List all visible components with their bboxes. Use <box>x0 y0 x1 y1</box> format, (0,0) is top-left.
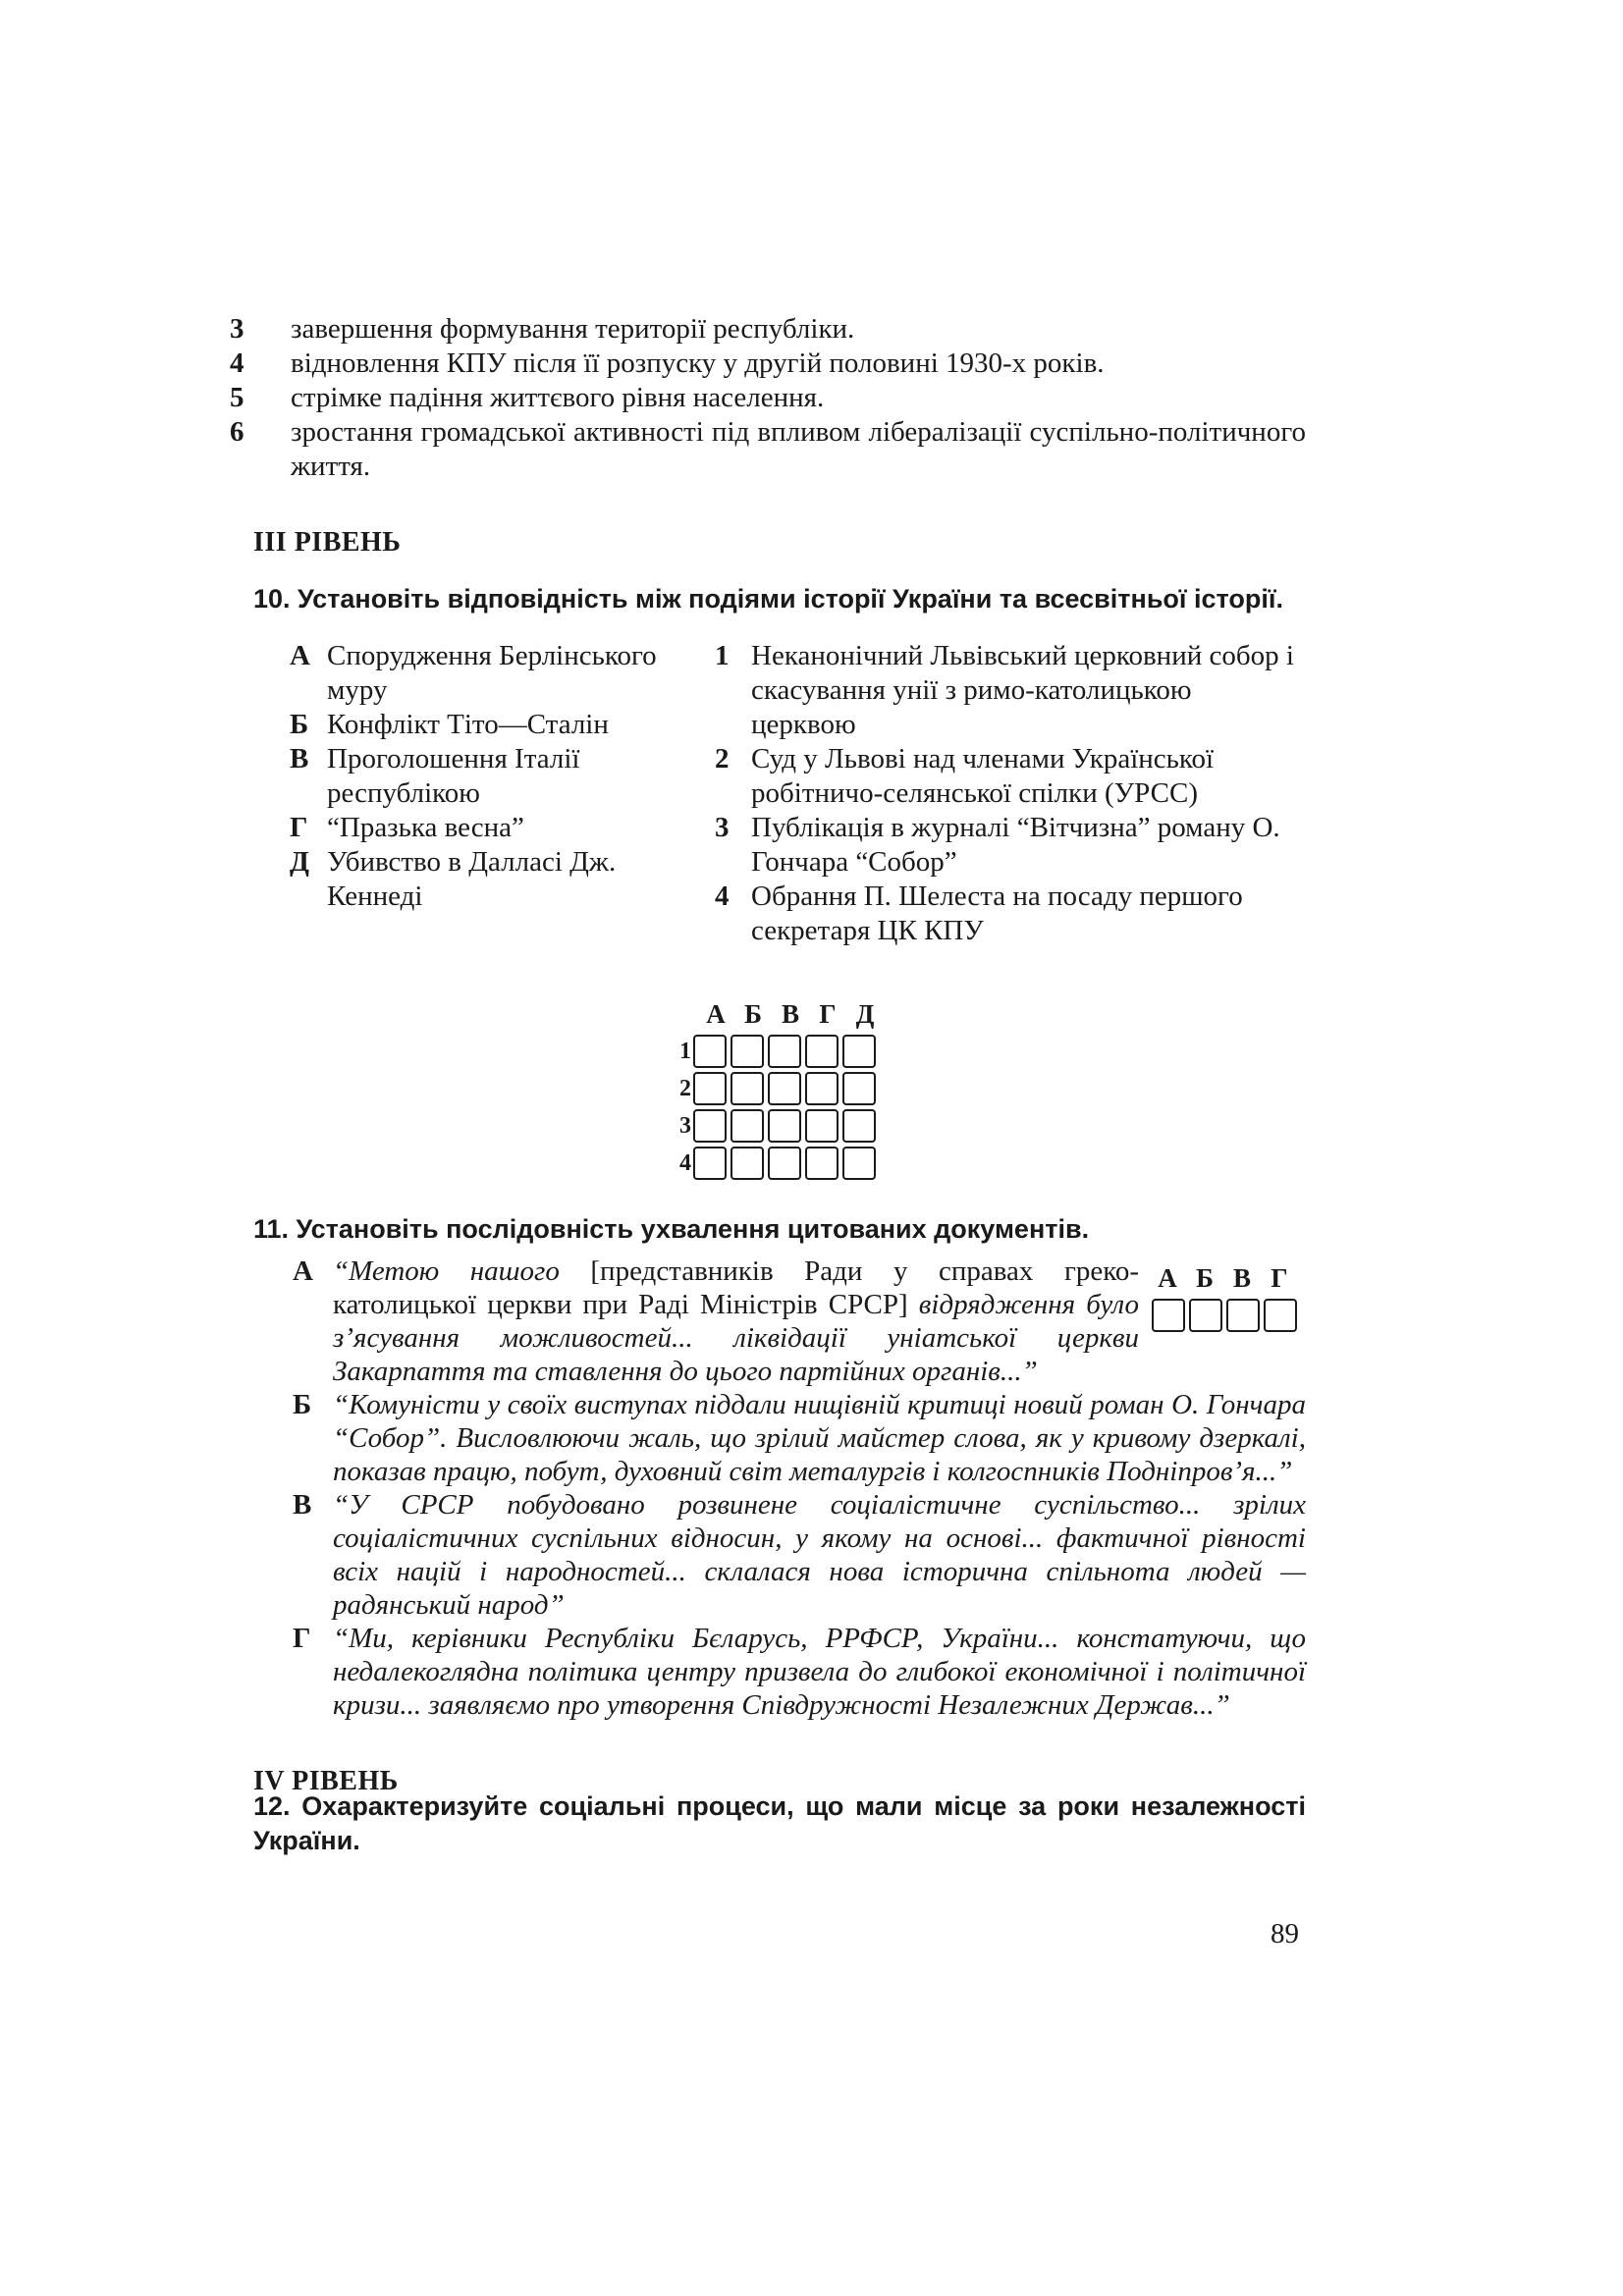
list-item <box>230 347 1306 381</box>
event-item <box>715 880 1294 948</box>
item-label: 3 <box>715 812 730 843</box>
item-number: 5 <box>230 382 244 413</box>
item-text: “Празька весна” <box>327 812 524 843</box>
grid-column-label: Г <box>819 999 837 1029</box>
item-text: Спорудження Берлінського муру <box>327 640 657 706</box>
grid-column-label: Г <box>1271 1263 1288 1293</box>
grid-column-label: Д <box>855 999 875 1029</box>
item-text: Неканонічний Львівський церковний собор і скасування унії з римо-католицькою церквою <box>751 640 1294 740</box>
grid-row-label: 2 <box>679 1076 691 1101</box>
item-number: 4 <box>230 347 244 379</box>
answer-cell[interactable] <box>693 1109 727 1143</box>
quote-text: “Комуністи у своїх виступах піддали нищівній критиці новий роман О. Гончара “Собор”. Висловлюючи жаль, що зрілий майстер слова, як у кривому дзеркалі, показав працю, побут, духовний світ металургів і колгоспників Подніпров’я...” <box>333 1389 1306 1487</box>
item-label: 4 <box>715 881 730 912</box>
answer-cell[interactable] <box>730 1035 764 1068</box>
question-12 <box>253 1767 1306 1858</box>
grid-column-label: А <box>706 999 726 1029</box>
grid-column-label: А <box>1158 1263 1177 1293</box>
question-10-columns <box>253 639 1306 946</box>
answer-cell[interactable] <box>1226 1299 1260 1332</box>
quote-item <box>253 1622 1306 1722</box>
page-number: 89 <box>1271 1918 1299 1949</box>
item-text: Обрання П. Шелеста на посаду першого секретаря ЦК КПУ <box>751 881 1243 946</box>
event-item <box>715 811 1294 880</box>
item-label: Б <box>290 709 309 740</box>
list-item <box>230 312 1306 347</box>
answer-cell[interactable] <box>842 1072 876 1105</box>
answer-cell[interactable] <box>768 1035 801 1068</box>
grid-column-label: В <box>781 999 799 1029</box>
event-item <box>715 639 1294 742</box>
grid-row-label: 4 <box>679 1150 691 1176</box>
item-label: Г <box>293 1623 311 1654</box>
item-label: В <box>290 743 309 774</box>
item-text: Убивство в Далласі Дж. Кеннеді <box>327 846 617 912</box>
item-text: Публікація в журналі “Вітчизна” роману О. Гончара “Собор” <box>751 812 1280 878</box>
level-3-heading: ІІІ РІВЕНЬ <box>253 527 402 558</box>
question-11 <box>253 1212 1306 1798</box>
item-text: Проголошення Італії республікою <box>327 743 580 809</box>
answer-cell[interactable] <box>805 1147 839 1180</box>
answer-cell[interactable] <box>805 1072 839 1105</box>
answer-cell[interactable] <box>768 1147 801 1180</box>
quote-item <box>253 1488 1306 1622</box>
item-label: В <box>293 1489 312 1521</box>
answer-cell[interactable] <box>805 1109 839 1143</box>
item-number: 3 <box>230 313 244 345</box>
quote-text: [представників Ради у справах греко-католицької церкви при Раді Міністрів СРСР] <box>333 1255 1139 1320</box>
grid-column-label: В <box>1232 1263 1251 1293</box>
item-text: відновлення КПУ після її розпуску у другій половині 1930-х років. <box>291 347 1105 379</box>
event-item <box>290 811 682 845</box>
question-10-title: 10. Установіть відповідність між подіями історії України та всесвітньої історії. <box>253 584 1283 614</box>
event-item <box>290 639 682 708</box>
quote-text: “Метою нашого <box>333 1255 560 1287</box>
page-body <box>230 312 1306 946</box>
answer-cell[interactable] <box>730 1072 764 1105</box>
item-text: стрімке падіння життєвого рівня населення. <box>291 382 825 413</box>
answer-cell[interactable] <box>693 1147 727 1180</box>
grid-row-label: 1 <box>679 1039 691 1064</box>
event-item <box>290 742 682 811</box>
item-label: Д <box>290 846 309 878</box>
answer-cell[interactable] <box>842 1109 876 1143</box>
grid-column-label: Б <box>744 999 762 1029</box>
item-label: 2 <box>715 743 730 774</box>
answer-cell[interactable] <box>693 1035 727 1068</box>
question-11-items <box>253 1255 1306 1722</box>
intro-list <box>230 312 1306 484</box>
answer-cell[interactable] <box>730 1147 764 1180</box>
question-12-title: 12. Охарактеризуйте соціальні процеси, що мали місце за роки незалежності України. <box>253 1791 1306 1855</box>
item-label: 1 <box>715 640 730 671</box>
answer-cell[interactable] <box>693 1072 727 1105</box>
item-label: А <box>290 640 310 671</box>
item-label: Г <box>290 812 308 843</box>
quote-text: “Ми, керівники Республіки Бєларусь, РРФСР, України... констатуючи, що недалекоглядна політика центру призвела до глибокої економічної і політичної кризи... заявляємо про утворення Співдружності Незалежних Держав...” <box>333 1623 1306 1721</box>
answer-cell[interactable] <box>842 1035 876 1068</box>
event-item <box>290 708 682 742</box>
grid-row-label: 3 <box>679 1113 691 1139</box>
item-text: Конфлікт Тіто—Сталін <box>327 709 609 740</box>
question-11-title: 11. Установіть послідовність ухвалення цитованих документів. <box>253 1214 1090 1244</box>
event-item <box>715 742 1294 811</box>
quote-text: відрядження було з’ясування можливостей... ліквідації уніатської церкви Закарпаття та ставлення до цього партійних органів...” <box>333 1289 1139 1387</box>
answer-cell[interactable] <box>1264 1299 1297 1332</box>
event-item <box>290 845 682 914</box>
item-text: завершення формування території республіки. <box>291 313 855 345</box>
item-label: А <box>293 1255 313 1287</box>
grid-column-label: Б <box>1196 1263 1214 1293</box>
item-text: зростання громадської активності під впливом лібералізації суспільно-політичного життя. <box>291 416 1306 482</box>
events-right-column <box>715 639 1294 948</box>
events-left-column <box>290 639 682 914</box>
item-number: 6 <box>230 416 244 448</box>
item-label: Б <box>293 1389 312 1420</box>
item-text: Суд у Львові над членами Української робітничо-селянської спілки (УРСС) <box>751 743 1215 809</box>
answer-cell[interactable] <box>1189 1299 1222 1332</box>
answer-cell[interactable] <box>842 1147 876 1180</box>
list-item <box>230 415 1306 484</box>
quote-item <box>253 1388 1306 1488</box>
list-item <box>230 381 1306 415</box>
answer-cell[interactable] <box>730 1109 764 1143</box>
level-4-heading: ІV РІВЕНЬ <box>253 1766 399 1796</box>
quote-text: “У СРСР побудовано розвинене соціалістичне суспільство... зрілих соціалістичних суспільних відносин, у якому на основі... фактичної рівності всіх націй і народностей... склалася нова історична спільнота людей — радянський народ” <box>333 1489 1306 1621</box>
answer-cell[interactable] <box>1152 1299 1185 1332</box>
answer-cell[interactable] <box>768 1109 801 1143</box>
answer-cell[interactable] <box>805 1035 839 1068</box>
answer-cell[interactable] <box>768 1072 801 1105</box>
